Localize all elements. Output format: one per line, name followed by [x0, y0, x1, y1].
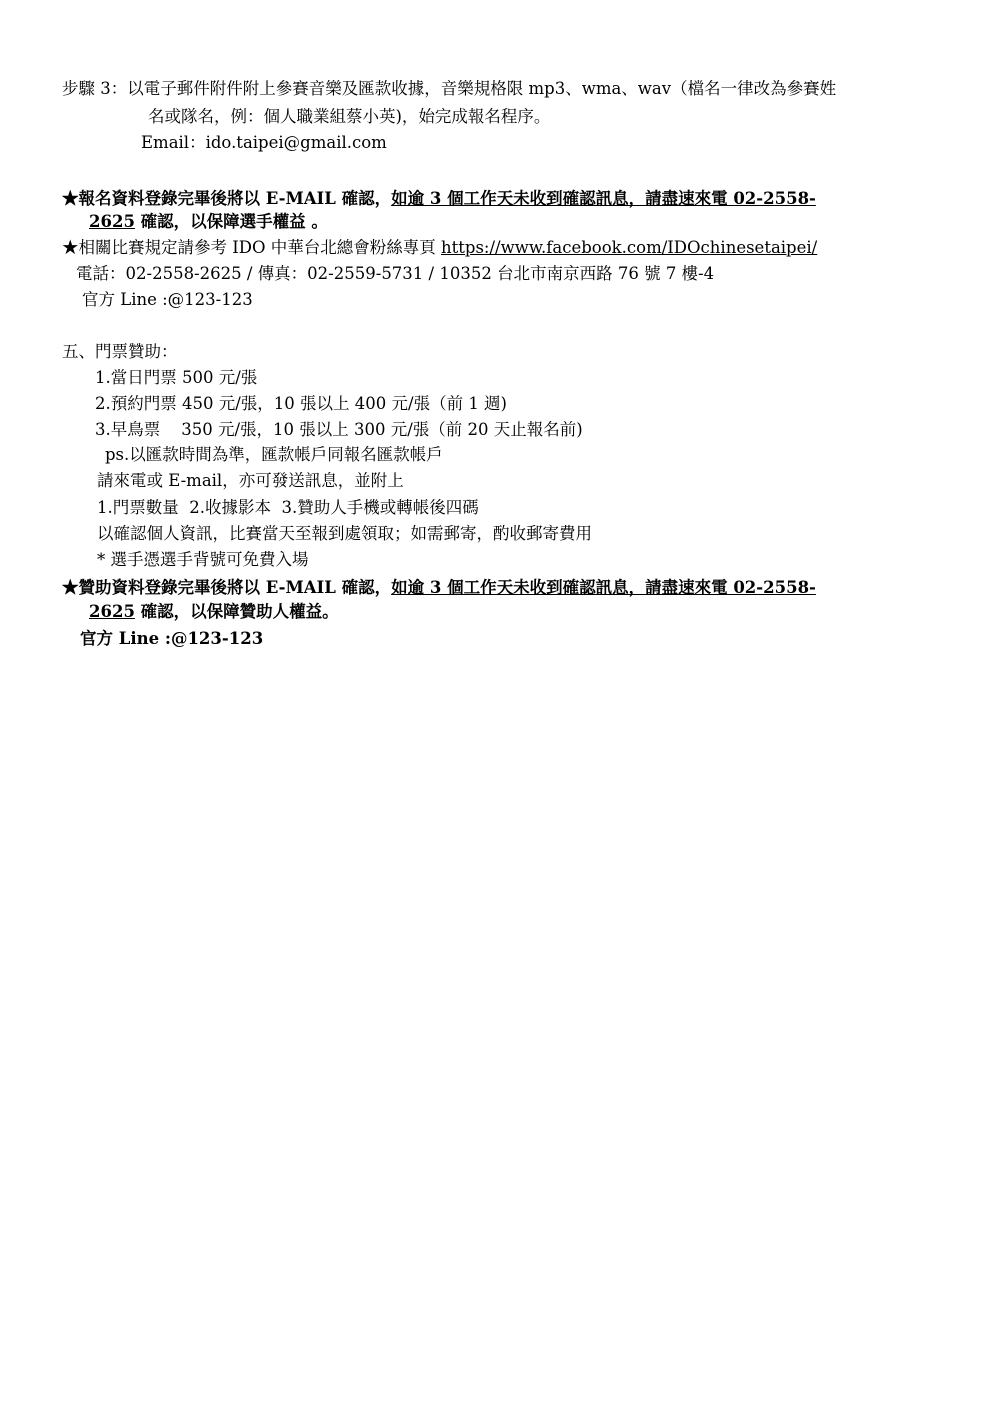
step3-line2: 名或隊名，例：個人職業組蔡小英)，始完成報名程序。	[148, 107, 551, 126]
tickets-heading: 五、門票贊助：	[62, 342, 178, 361]
tickets-attach-items: 1.門票數量 2.收據影本 3.贊助人手機或轉帳後四碼	[97, 498, 479, 517]
sponsor-notice-tail: 確認，以保障贊助人權益。	[134, 602, 339, 621]
line-id: 官方 Line :@123-123	[82, 290, 253, 309]
sponsor-notice	[62, 579, 816, 598]
registration-notice-lead: ★報名資料登錄完畢後將以 E-MAIL 確認，	[62, 189, 392, 208]
registration-notice	[62, 190, 816, 209]
sponsor-notice-phone-tail: 2625	[89, 602, 135, 621]
step3-email[interactable]: Email：ido.taipei@gmail.com	[141, 133, 387, 152]
step3-line1: 步驟 3：以電子郵件附件附上參賽音樂及匯款收據，音樂規格限 mp3、wma、wav（檔名一律改為參賽姓	[62, 79, 837, 98]
rules-notice-lead: ★相關比賽規定請參考 IDO 中華台北總會粉絲專頁	[62, 238, 442, 257]
facebook-link[interactable]: https://www.facebook.com/IDOchinesetaipei/	[441, 238, 818, 257]
ticket-item-2: 2.預約門票 450 元/張，10 張以上 400 元/張（前 1 週)	[95, 394, 507, 413]
contact-line: 電話：02-2558-2625 / 傳真：02-2559-5731 / 10352 台北市南京西路 76 號 7 樓-4	[76, 264, 715, 283]
ticket-item-1: 1.當日門票 500 元/張	[95, 368, 258, 387]
registration-notice-tail: 確認，以保障選手權益 。	[134, 212, 328, 231]
sponsor-notice-lead: ★贊助資料登錄完畢後將以 E-MAIL 確認，	[62, 578, 392, 597]
tickets-contact-note: 請來電或 E-mail，亦可發送訊息，並附上	[97, 471, 404, 490]
tickets-free-entry: * 選手憑選手背號可免費入場	[97, 550, 309, 569]
rules-notice	[62, 239, 817, 258]
registration-notice-underlined: 如逾 3 個工作天未收到確認訊息，請盡速來電 02-2558-	[391, 189, 816, 208]
sponsor-notice-underlined: 如逾 3 個工作天未收到確認訊息，請盡速來電 02-2558-	[391, 578, 816, 597]
tickets-pickup: 以確認個人資訊，比賽當天至報到處領取；如需郵寄，酌收郵寄費用	[97, 524, 592, 543]
sponsor-notice-continued	[89, 603, 339, 622]
ticket-item-3: 3.早鳥票 350 元/張，10 張以上 300 元/張（前 20 天止報名前)	[95, 420, 583, 439]
sponsor-line-id: 官方 Line :@123-123	[80, 629, 264, 648]
registration-notice-continued	[89, 213, 328, 232]
tickets-ps: ps.以匯款時間為準，匯款帳戶同報名匯款帳戶	[105, 445, 443, 464]
registration-notice-phone-tail: 2625	[89, 212, 135, 231]
